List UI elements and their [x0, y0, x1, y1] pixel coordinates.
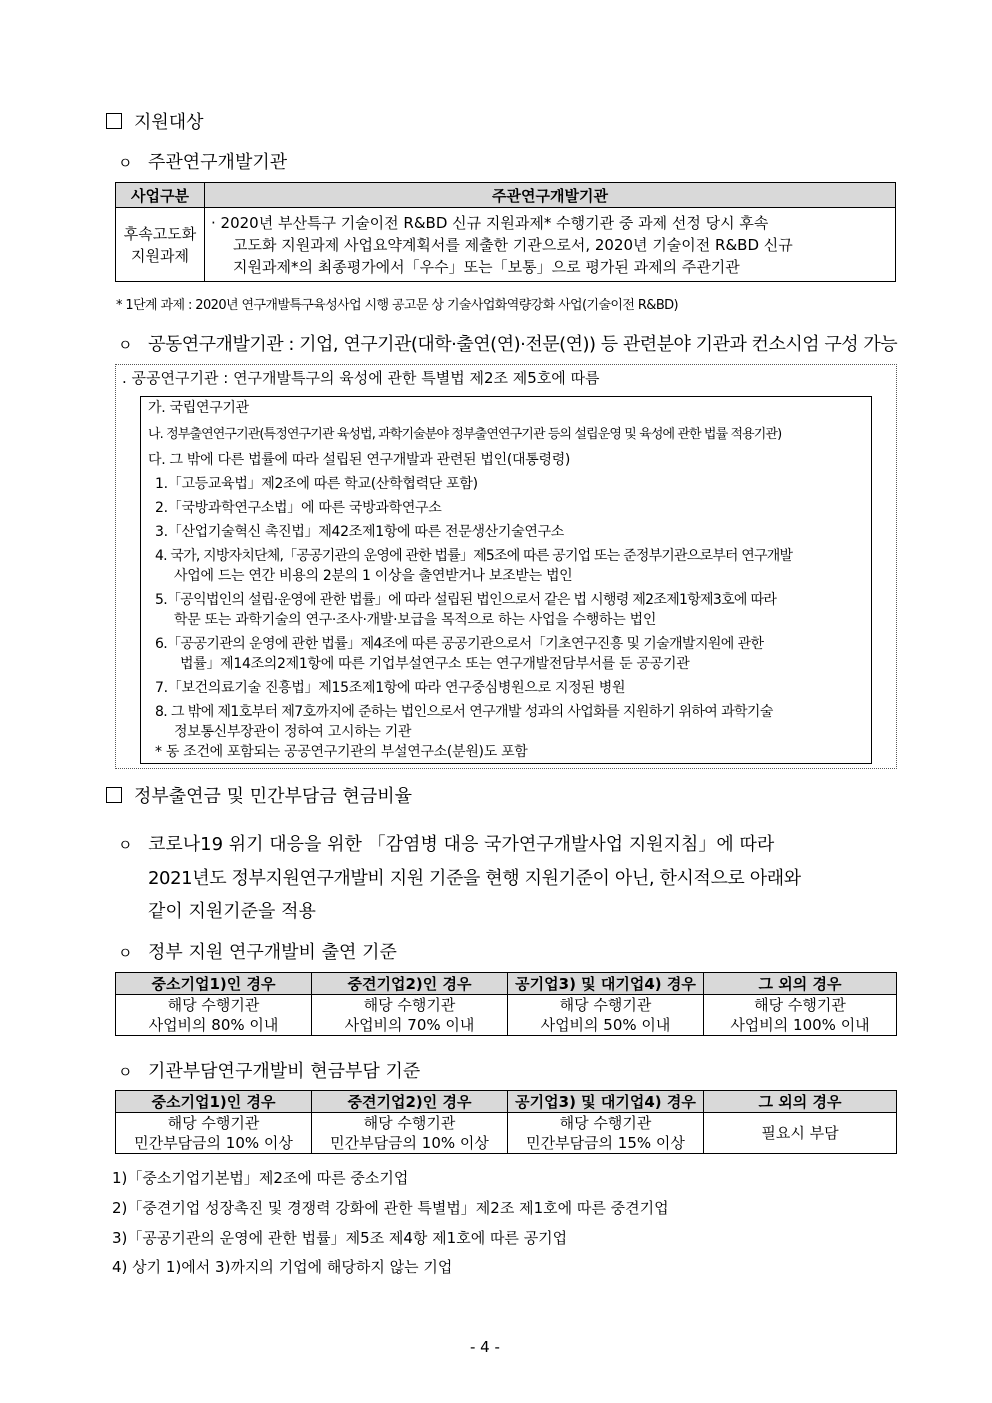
list-line: 4. 국가, 지방자치단체,「공공기관의 운영에 관한 법률」제5조에 따른 공기업 또는 준정부기관으로부터 연구개발 [155, 548, 793, 564]
section-title-funding-ratio [106, 782, 412, 808]
list-line: * 동 조건에 포함되는 공공연구기관의 부설연구소(분원)도 포함 [155, 744, 528, 760]
header-public-large: 공기업3) 및 대기업4) 경우 [508, 973, 704, 995]
cell-line: 사업비의 100% 이내 [730, 1016, 870, 1034]
cell-public-large [508, 995, 704, 1036]
header-lead-institution: 주관연구개발기관 [205, 183, 896, 208]
list-line: 법률」제14조의2제1항에 따른 기업부설연구소 또는 연구개발전담부서를 둔 공공기관 [180, 656, 690, 672]
section-title-support-target [106, 108, 204, 134]
list-line: 2.「국방과학연구소법」에 따른 국방과학연구소 [155, 500, 442, 516]
cell-line: 해당 수행기관 [363, 1114, 456, 1132]
cell-line: 해당 수행기관 [363, 996, 456, 1014]
description-line: 고도화 지원과제 사업요약계획서를 제출한 기관으로서, 2020년 기술이전 R&BD 신규 [233, 235, 793, 254]
cell-line: 사업비의 80% 이내 [148, 1016, 279, 1034]
header-business-type: 사업구분 [116, 183, 205, 208]
bullet-gov-funding-standard [118, 938, 397, 964]
cell-midsize [312, 995, 508, 1036]
bullet-lead-institution [118, 148, 287, 174]
checkbox-square-icon [106, 787, 122, 803]
list-line: 가. 국립연구기관 [148, 400, 249, 416]
header-sme: 중소기업1)인 경우 [116, 973, 312, 995]
bullet-covid-guideline [118, 830, 774, 856]
bullet-joint-institution [118, 330, 897, 356]
list-line: 다. 그 밖에 다른 법률에 따라 설립된 연구개발과 관련된 법인(대통령령) [148, 452, 571, 468]
cell-midsize [312, 1113, 508, 1154]
circle-bullet-icon: ㅇ [118, 944, 133, 962]
cell-line: 민간부담금의 10% 이상 [330, 1134, 489, 1152]
cell-sme [116, 995, 312, 1036]
circle-bullet-icon: ㅇ [118, 336, 132, 354]
cell-line: 사업비의 50% 이내 [540, 1016, 671, 1034]
bullet-text-continued: 같이 지원기준을 적용 [148, 901, 316, 922]
header-public-large: 공기업3) 및 대기업4) 경우 [508, 1091, 704, 1113]
cell-line: 민간부담금의 10% 이상 [134, 1134, 293, 1152]
bullet-text-continued: 2021년도 정부지원연구개발비 지원 기준을 현행 지원기준이 아닌, 한시적으로 아래와 [148, 868, 801, 889]
bullet-text: 정부 지원 연구개발비 출연 기준 [148, 942, 397, 963]
list-line: 3.「산업기술혁신 촉진법」제42조제1항에 따른 전문생산기술연구소 [155, 524, 565, 540]
list-line: 학문 또는 과학기술의 연구·조사·개발·보급을 목적으로 하는 사업을 수행하는 법인 [174, 612, 657, 628]
header-midsize: 중견기업2)인 경우 [312, 1091, 508, 1113]
footnote-1: 1)「중소기업기본법」제2조에 따른 중소기업 [112, 1169, 409, 1187]
category-line: 지원과제 [131, 246, 189, 265]
footnote-3: 3)「공공기관의 운영에 관한 법률」제5조 제4항 제1호에 따른 공기업 [112, 1229, 568, 1247]
list-line: 7.「보건의료기술 진흥법」제15조제1항에 따라 연구중심병원으로 지정된 병원 [155, 680, 626, 696]
bullet-text: 공동연구개발기관 : 기업, 연구기관(대학·출연(연)·전문(연)) 등 관련분야 기관과 컨소시엄 구성 가능 [148, 334, 898, 355]
lead-institution-table [115, 182, 896, 282]
header-midsize: 중견기업2)인 경우 [312, 973, 508, 995]
cell-line: 해당 수행기관 [559, 996, 652, 1014]
circle-bullet-icon: ㅇ [118, 836, 133, 854]
cell-public-large [508, 1113, 704, 1154]
description-line: · 2020년 부산특구 기술이전 R&BD 신규 지원과제* 수행기관 중 과제 선정 당시 후속 [211, 213, 769, 232]
cell-other: 필요시 부담 [704, 1113, 897, 1154]
category-line: 후속고도화 [123, 224, 197, 243]
section-title-text: 정부출연금 및 민간부담금 현금비율 [134, 786, 412, 807]
list-line: 사업에 드는 연간 비용의 2분의 1 이상을 출연받거나 보조받는 법인 [174, 568, 573, 584]
list-line: 8. 그 밖에 제1호부터 제7호까지에 준하는 법인으로서 연구개발 성과의 사업화를 지원하기 위하여 과학기술 [155, 704, 773, 720]
header-other: 그 외의 경우 [704, 1091, 897, 1113]
checkbox-square-icon [106, 113, 122, 129]
cell-line: 사업비의 70% 이내 [344, 1016, 475, 1034]
description-line: 지원과제*의 최종평가에서「우수」또는「보통」으로 평가된 과제의 주관기관 [233, 257, 740, 276]
footnote-4: 4) 상기 1)에서 3)까지의 기업에 해당하지 않는 기업 [112, 1258, 453, 1276]
header-sme: 중소기업1)인 경우 [116, 1091, 312, 1113]
table-footnote: * 1단계 과제 : 2020년 연구개발특구육성사업 시행 공고문 상 기술사업화역량강화 사업(기술이전 R&BD) [116, 298, 679, 313]
bullet-text: 코로나19 위기 대응을 위한 「감염병 대응 국가연구개발사업 지원지침」에 따라 [148, 834, 775, 855]
list-line: 나. 정부출연연구기관(특정연구기관 육성법, 과학기술분야 정부출연연구기관 등의 설립운영 및 육성에 관한 법률 적용기관) [148, 427, 782, 442]
list-line: 1.「고등교육법」제2조에 따른 학교(산학협력단 포함) [155, 476, 478, 492]
cell-sme [116, 1113, 312, 1154]
gov-funding-table [115, 972, 897, 1036]
list-line: 5.「공익법인의 설립·운영에 관한 법률」에 따라 설립된 법인으로서 같은 법 시행령 제2조제1항제3호에 따라 [155, 592, 777, 608]
category-cell [116, 208, 205, 282]
circle-bullet-icon: ㅇ [118, 1063, 133, 1081]
cell-other [704, 995, 897, 1036]
bullet-text: 기관부담연구개발비 현금부담 기준 [148, 1061, 421, 1082]
page-number: - 4 - [470, 1338, 500, 1356]
section-title-text: 지원대상 [134, 112, 204, 133]
cell-line: 해당 수행기관 [754, 996, 846, 1014]
cell-line: 민간부담금의 15% 이상 [526, 1134, 685, 1152]
bullet-cash-burden-standard [118, 1057, 420, 1083]
bullet-text: 주관연구개발기관 [148, 152, 288, 173]
cell-line: 해당 수행기관 [167, 1114, 260, 1132]
list-line: 정보통신부장관이 정하여 고시하는 기관 [174, 724, 412, 740]
description-cell [205, 208, 896, 282]
header-other: 그 외의 경우 [704, 973, 897, 995]
public-institution-heading: . 공공연구기관 : 연구개발특구의 육성에 관한 특별법 제2조 제5호에 따름 [122, 369, 600, 387]
cell-line: 해당 수행기관 [167, 996, 260, 1014]
cell-line: 해당 수행기관 [559, 1114, 652, 1132]
circle-bullet-icon: ㅇ [118, 154, 133, 172]
list-line: 6.「공공기관의 운영에 관한 법률」제4조에 따른 공공기관으로서「기초연구진흥 및 기술개발지원에 관한 [155, 636, 764, 652]
cash-burden-table [115, 1090, 897, 1154]
footnote-2: 2)「중견기업 성장촉진 및 경쟁력 강화에 관한 특별법」제2조 제1호에 따른 중견기업 [112, 1199, 669, 1217]
